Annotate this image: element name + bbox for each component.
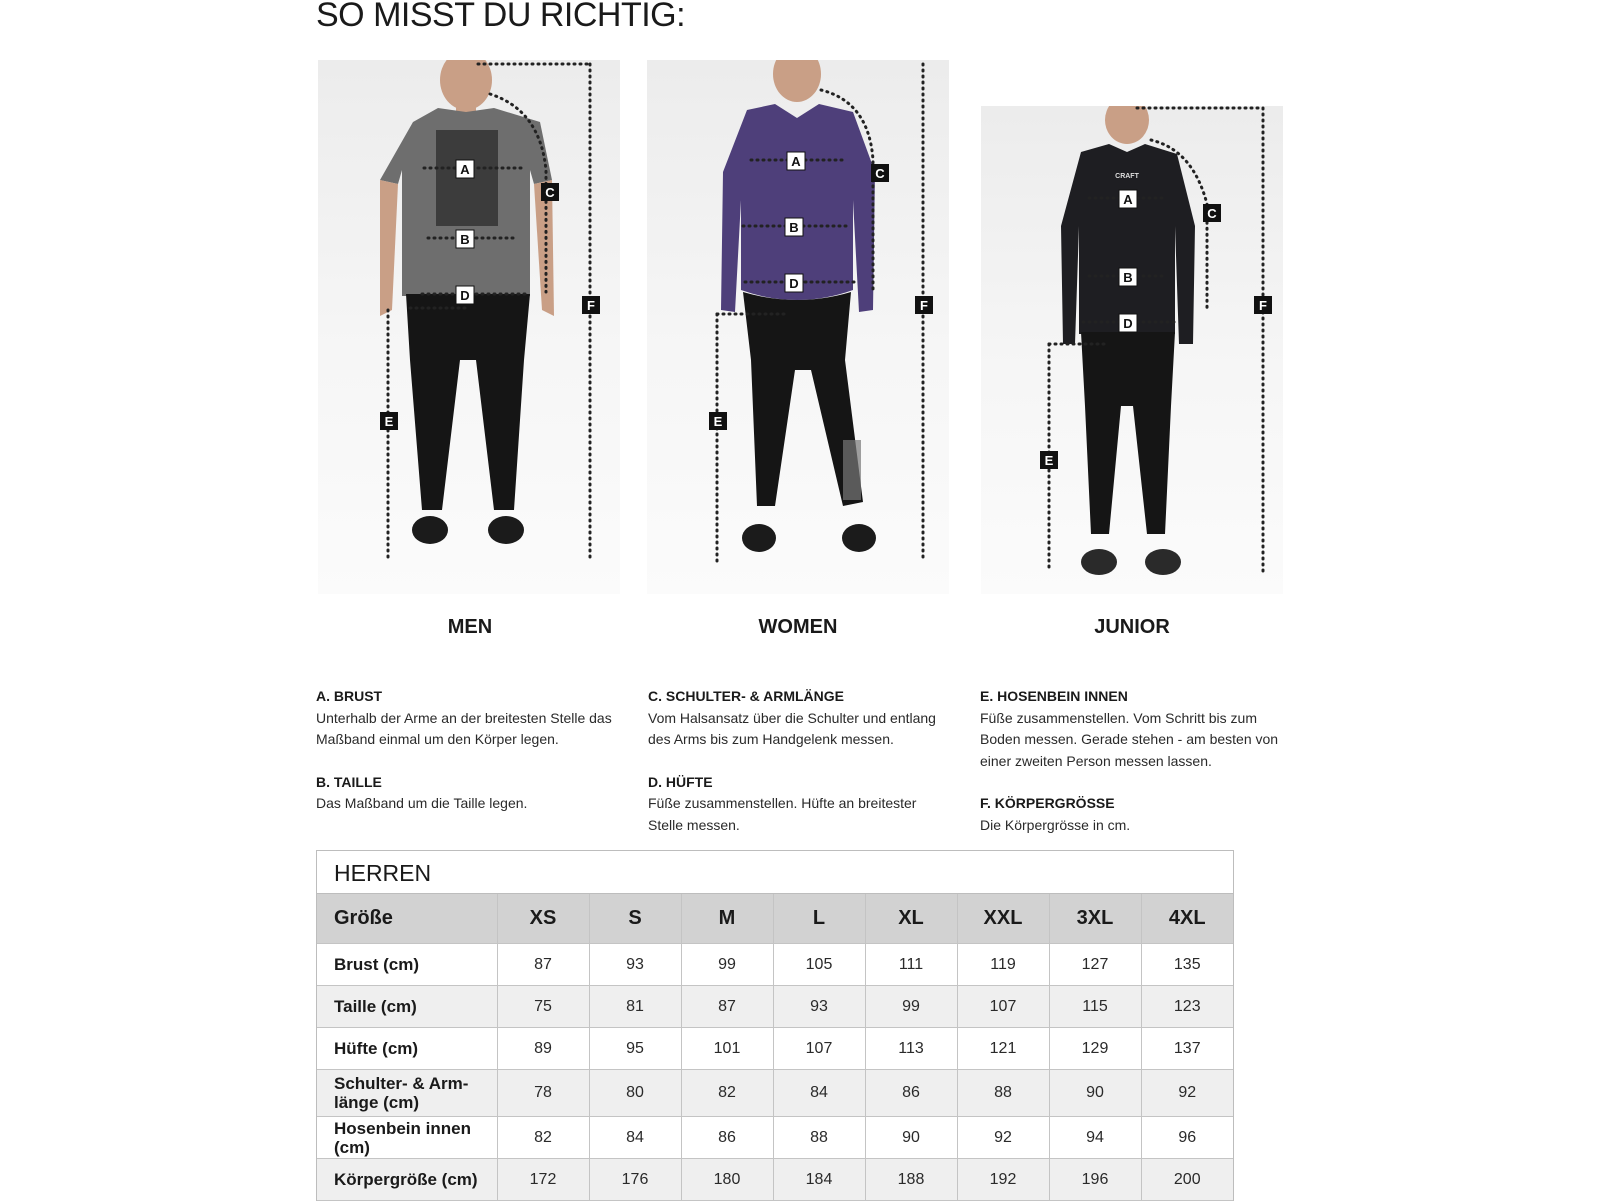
table-cell: 82 (681, 1070, 773, 1117)
table-cell: 95 (589, 1028, 681, 1070)
size-header-row (317, 894, 1233, 944)
desc-text: Füße zusammenstellen. Vom Schritt bis zum Boden messen. Gerade stehen - am besten von einer zweiten Person messen lassen. (980, 709, 1279, 769)
desc-heading: E. HOSENBEIN INNEN (980, 688, 1128, 704)
men-marker-d-label: D (460, 288, 470, 303)
size-header-cell: 3XL (1049, 894, 1141, 944)
caption-men: MEN (447, 616, 493, 638)
desc-heading: C. SCHULTER- & ARMLÄNGE (648, 688, 844, 704)
junior-right-shoe (1145, 549, 1181, 575)
table-row (317, 944, 1233, 986)
table-cell: 184 (773, 1159, 865, 1201)
row-label: Hosenbein innen (cm) (317, 1117, 497, 1159)
women-marker-b-label: B (789, 220, 799, 235)
women-left-shoe (742, 524, 776, 552)
desc-huefte (648, 772, 953, 837)
junior-tights (1081, 332, 1175, 534)
table-cell: 99 (681, 944, 773, 986)
table-cell: 200 (1141, 1159, 1233, 1201)
table-cell: 180 (681, 1159, 773, 1201)
women-tights-pattern (843, 440, 861, 500)
desc-heading: F. KÖRPERGRÖSSE (980, 795, 1115, 811)
desc-heading: B. TAILLE (316, 773, 382, 790)
row-label: Hüfte (cm) (317, 1028, 497, 1070)
table-cell: 107 (773, 1028, 865, 1070)
desc-brust (316, 686, 621, 751)
desc-schulter (648, 686, 953, 751)
table-cell: 75 (497, 986, 589, 1028)
table-cell: 137 (1141, 1028, 1233, 1070)
size-header-cell: XS (497, 894, 589, 944)
junior-marker-c-label: C (1207, 206, 1217, 221)
table-cell: 172 (497, 1159, 589, 1201)
table-cell: 99 (865, 986, 957, 1028)
table-cell: 105 (773, 944, 865, 986)
desc-heading: A. BRUST (316, 688, 383, 704)
table-cell: 93 (773, 986, 865, 1028)
men-left-arm (380, 180, 398, 316)
description-column-2 (648, 686, 953, 857)
table-cell: 87 (497, 944, 589, 986)
table-cell: 88 (957, 1070, 1049, 1117)
table-cell: 87 (681, 986, 773, 1028)
table-cell: 135 (1141, 944, 1233, 986)
table-cell: 123 (1141, 986, 1233, 1028)
women-marker-d-label: D (789, 276, 799, 291)
table-row (317, 986, 1233, 1028)
size-header-label: Größe (317, 894, 497, 944)
women-right-shoe (842, 524, 876, 552)
junior-marker-e-label: E (1044, 453, 1054, 468)
table-cell: 86 (681, 1117, 773, 1159)
table-cell: 129 (1049, 1028, 1141, 1070)
table-cell: 89 (497, 1028, 589, 1070)
junior-marker-d-label: D (1123, 316, 1133, 331)
men-marker-e-label: E (384, 414, 394, 429)
men-tights (406, 294, 530, 510)
women-head (773, 60, 821, 102)
men-marker-a-label: A (460, 162, 470, 177)
desc-koerpergroesse (980, 793, 1285, 836)
table-cell: 90 (865, 1117, 957, 1159)
desc-text: Füße zusammenstellen. Hüfte an breitester Stelle messen. (648, 795, 917, 833)
junior-head (1105, 106, 1149, 144)
men-left-shoe (412, 516, 448, 544)
table-cell: 119 (957, 944, 1049, 986)
table-cell: 96 (1141, 1117, 1233, 1159)
row-label: Schulter- & Arm-länge (cm) (317, 1070, 497, 1117)
women-marker-e-label: E (713, 414, 723, 429)
size-header-cell: XXL (957, 894, 1049, 944)
table-cell: 196 (1049, 1159, 1141, 1201)
size-table-grid (317, 894, 1233, 1201)
desc-heading: D. HÜFTE (648, 773, 713, 790)
women-marker-c-label: C (875, 166, 885, 181)
table-row (317, 1159, 1233, 1201)
table-row (317, 1070, 1233, 1117)
figure-junior (981, 106, 1283, 594)
table-cell: 92 (1141, 1070, 1233, 1117)
men-marker-f-label: F (587, 298, 595, 313)
table-cell: 86 (865, 1070, 957, 1117)
row-label: Taille (cm) (317, 986, 497, 1028)
desc-taille (316, 772, 621, 815)
table-cell: 82 (497, 1117, 589, 1159)
desc-text: Unterhalb der Arme an der breitesten Stelle das Maßband einmal um den Körper legen. (316, 709, 612, 747)
table-cell: 113 (865, 1028, 957, 1070)
size-header-cell: S (589, 894, 681, 944)
desc-text: Vom Halsansatz über die Schulter und entlang des Arms bis zum Handgelenk messen. (648, 709, 936, 747)
row-label: Körpergröße (cm) (317, 1159, 497, 1201)
junior-illustration (981, 106, 1283, 594)
table-cell: 78 (497, 1070, 589, 1117)
table-cell: 192 (957, 1159, 1049, 1201)
table-cell: 101 (681, 1028, 773, 1070)
desc-hosenbein (980, 686, 1285, 772)
size-header-cell: M (681, 894, 773, 944)
table-cell: 115 (1049, 986, 1141, 1028)
table-cell: 107 (957, 986, 1049, 1028)
men-illustration (318, 60, 620, 594)
table-cell: 94 (1049, 1117, 1141, 1159)
table-cell: 84 (773, 1070, 865, 1117)
women-marker-a-label: A (791, 154, 801, 169)
caption-junior: JUNIOR (1094, 616, 1170, 638)
junior-marker-f-label: F (1259, 298, 1267, 313)
size-header-cell: XL (865, 894, 957, 944)
row-label: Brust (cm) (317, 944, 497, 986)
figure-men (318, 60, 620, 594)
size-header-cell: L (773, 894, 865, 944)
table-cell: 176 (589, 1159, 681, 1201)
table-cell: 93 (589, 944, 681, 986)
size-table (316, 850, 1234, 1201)
table-row (317, 1028, 1233, 1070)
junior-marker-a-label: A (1123, 192, 1133, 207)
table-row (317, 1117, 1233, 1159)
table-cell: 88 (773, 1117, 865, 1159)
table-cell: 80 (589, 1070, 681, 1117)
caption-women: WOMEN (758, 616, 838, 638)
table-cell: 121 (957, 1028, 1049, 1070)
table-cell: 92 (957, 1117, 1049, 1159)
men-marker-c-label: C (545, 185, 555, 200)
junior-left-shoe (1081, 549, 1117, 575)
table-cell: 188 (865, 1159, 957, 1201)
table-cell: 111 (865, 944, 957, 986)
men-marker-b-label: B (460, 232, 470, 247)
desc-text: Die Körpergrösse in cm. (980, 816, 1131, 833)
description-column-3 (980, 686, 1285, 857)
table-cell: 127 (1049, 944, 1141, 986)
figure-women (647, 60, 949, 594)
junior-marker-b-label: B (1123, 270, 1133, 285)
description-column-1 (316, 686, 621, 836)
table-cell: 81 (589, 986, 681, 1028)
size-header-cell: 4XL (1141, 894, 1233, 944)
women-marker-f-label: F (920, 298, 928, 313)
men-right-shoe (488, 516, 524, 544)
junior-shirt-logo: CRAFT (1115, 173, 1139, 180)
table-cell: 84 (589, 1117, 681, 1159)
table-cell: 90 (1049, 1070, 1141, 1117)
women-illustration (647, 60, 949, 594)
page-title: SO MISST DU RICHTIG: (316, 0, 686, 34)
desc-text: Das Maßband um die Taille legen. (316, 795, 528, 811)
size-table-title: HERREN (317, 851, 1233, 894)
